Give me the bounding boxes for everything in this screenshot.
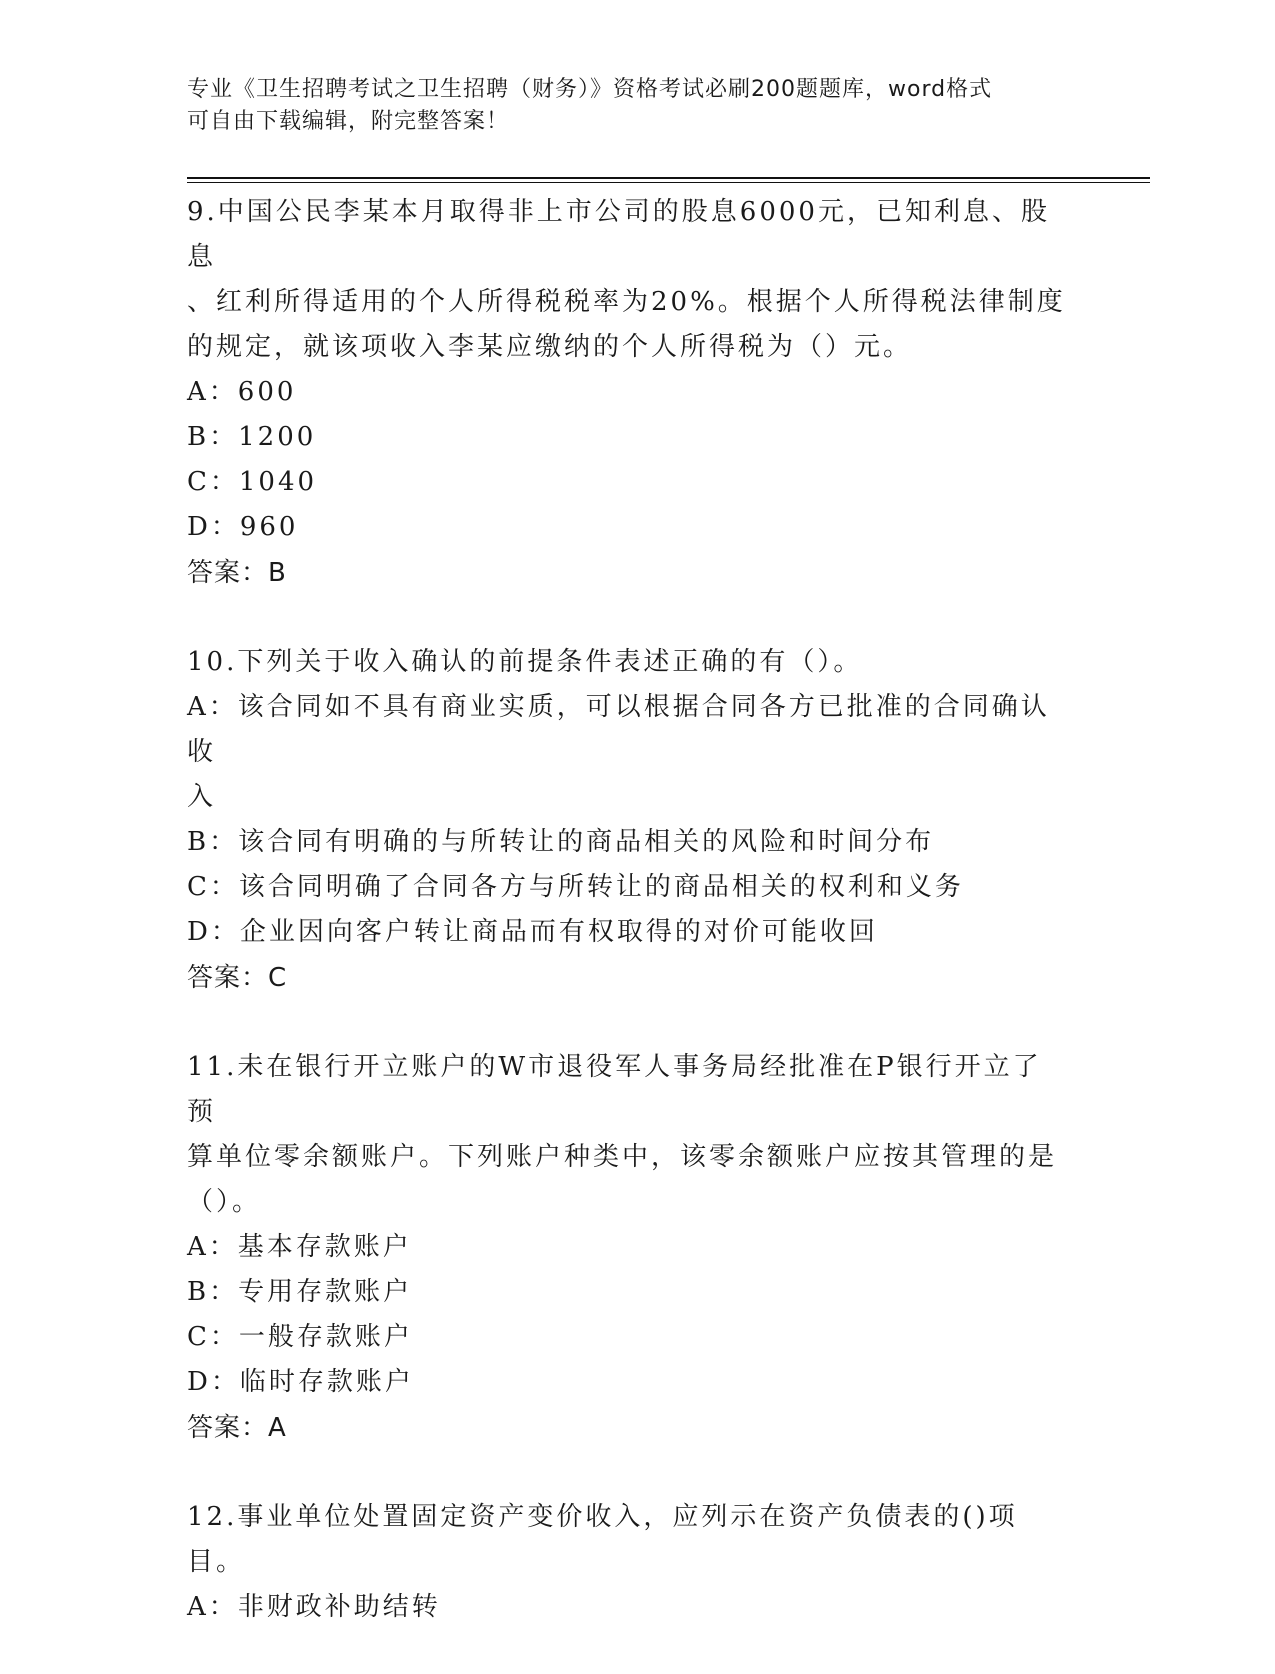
stem-line: 算单位零余额账户。下列账户种类中，该零余额账户应按其管理的是 — [187, 1142, 1058, 1172]
stem-line: 11.未在银行开立账户的W市退役军人事务局经批准在P银行开立了预 — [187, 1052, 1042, 1127]
option-a: A：该合同如不具有商业实质，可以根据合同各方已批准的合同确认收 — [187, 692, 1050, 767]
stem-line: 12.事业单位处置固定资产变价收入，应列示在资产负债表的()项目。 — [187, 1502, 1018, 1577]
stem-line: 、红利所得适用的个人所得税税率为20%。根据个人所得税法律制度 — [187, 287, 1066, 317]
option-d: D：960 — [187, 512, 299, 542]
stem-line: 9.中国公民李某本月取得非上市公司的股息6000元，已知利息、股息 — [187, 197, 1050, 272]
stem-line: 的规定，就该项收入李某应缴纳的个人所得税为（）元。 — [187, 332, 913, 362]
answer-line: 答案：B — [187, 558, 287, 588]
option-b: B：该合同有明确的与所转让的商品相关的风险和时间分布 — [187, 827, 935, 857]
header-divider-thin — [187, 182, 1150, 183]
question-stem — [187, 1495, 1067, 1585]
answer-line: 答案：C — [187, 963, 288, 993]
header-divider-thick — [187, 177, 1150, 179]
option-a: A：基本存款账户 — [187, 1232, 412, 1262]
option-b: B：专用存款账户 — [187, 1277, 413, 1307]
question-10 — [187, 640, 1067, 1001]
option-c: C：一般存款账户 — [187, 1322, 413, 1352]
option-c: C：该合同明确了合同各方与所转让的商品相关的权利和义务 — [187, 872, 964, 902]
question-list — [187, 190, 1067, 1674]
stem-line: （）。 — [187, 1187, 262, 1217]
option-c: C：1040 — [187, 467, 318, 497]
question-stem — [187, 1045, 1067, 1225]
question-stem — [187, 640, 1067, 685]
option-d: D：企业因向客户转让商品而有权取得的对价可能收回 — [187, 917, 878, 947]
option-a: A：600 — [187, 377, 297, 407]
option-a-continued: 入 — [187, 782, 217, 812]
question-12 — [187, 1495, 1067, 1630]
document-header — [187, 74, 1067, 138]
answer-line: 答案：A — [187, 1413, 287, 1443]
stem-line: 10.下列关于收入确认的前提条件表述正确的有（）。 — [187, 647, 863, 677]
header-line-2: 可自由下载编辑，附完整答案！ — [187, 109, 510, 134]
option-d: D：临时存款账户 — [187, 1367, 414, 1397]
option-a: A：非财政补助结转 — [187, 1592, 441, 1622]
question-11 — [187, 1045, 1067, 1451]
question-9 — [187, 190, 1067, 596]
option-b: B：1200 — [187, 422, 317, 452]
header-line-1: 专业《卫生招聘考试之卫生招聘（财务）》资格考试必刷200题题库，word格式 — [187, 77, 993, 102]
question-stem — [187, 190, 1067, 370]
